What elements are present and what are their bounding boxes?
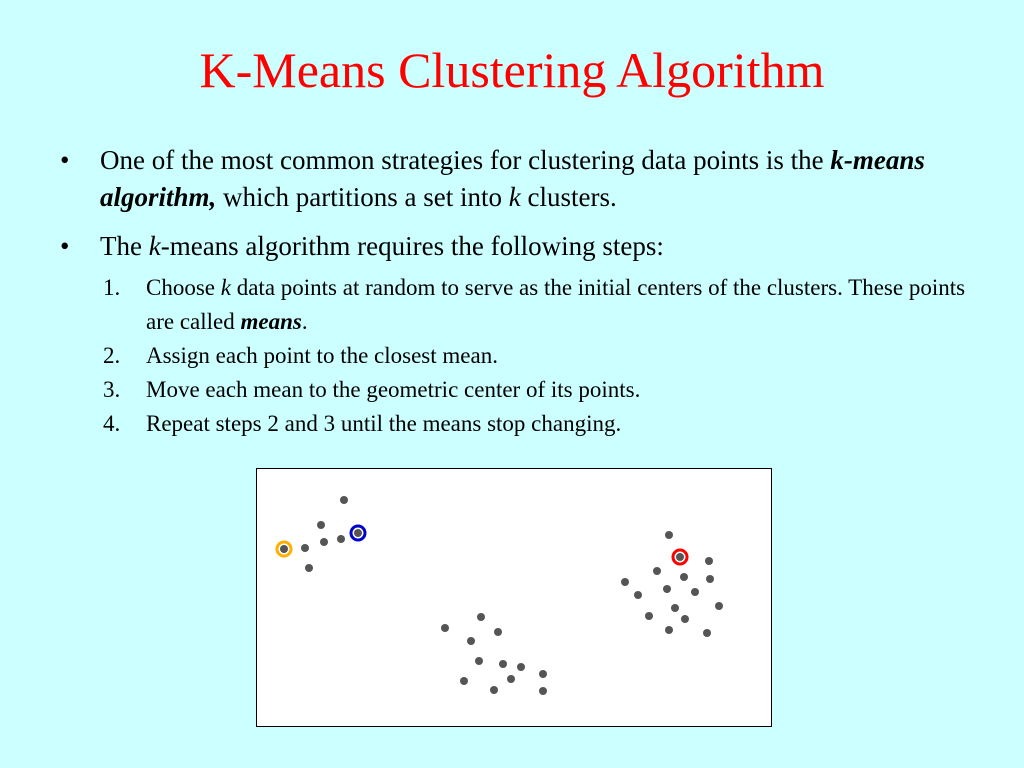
- slide-title: K-Means Clustering Algorithm: [199, 42, 825, 98]
- data-point: [653, 567, 661, 575]
- data-point: [691, 588, 699, 596]
- data-point: [340, 496, 348, 504]
- mean-point-2: [354, 529, 362, 537]
- data-point: [663, 585, 671, 593]
- data-point: [499, 660, 507, 668]
- step-text: Repeat steps 2 and 3 until the means stop changing.: [146, 411, 622, 436]
- data-point: [490, 686, 498, 694]
- data-point: [317, 521, 325, 529]
- step-item: [103, 339, 990, 373]
- step-number: 2.: [103, 343, 121, 368]
- cluster-figure: [256, 468, 772, 727]
- bullet-marker: •: [60, 145, 70, 175]
- data-point: [665, 531, 673, 539]
- data-point: [645, 612, 653, 620]
- data-point: [305, 564, 313, 572]
- data-point: [539, 670, 547, 678]
- step-item: [103, 271, 990, 339]
- bullet-marker: •: [60, 231, 70, 261]
- data-point: [621, 578, 629, 586]
- data-point: [507, 675, 515, 683]
- step-item: [103, 373, 990, 407]
- data-point: [475, 657, 483, 665]
- data-point: [665, 626, 673, 634]
- step-text: Move each mean to the geometric center of its points.: [146, 377, 641, 402]
- data-point: [494, 628, 502, 636]
- data-point: [539, 687, 547, 695]
- bullet-kmeans-intro: [60, 142, 990, 216]
- steps-list: [103, 271, 990, 441]
- data-point: [441, 624, 449, 632]
- bullet-kmeans-steps: [60, 228, 990, 265]
- step-number: 3.: [103, 377, 121, 402]
- data-point: [715, 602, 723, 610]
- data-point: [703, 629, 711, 637]
- data-point: [301, 544, 309, 552]
- bullet-text: One of the most common strategies for clustering data points is the k-means algorithm, which partitions a set into k clusters.: [100, 145, 925, 212]
- data-point: [680, 573, 688, 581]
- step-number: 4.: [103, 411, 121, 436]
- data-point: [705, 557, 713, 565]
- step-item: [103, 407, 990, 441]
- data-point: [320, 538, 328, 546]
- bullet-list: [60, 142, 990, 441]
- data-point: [517, 663, 525, 671]
- data-point: [467, 637, 475, 645]
- data-point: [634, 591, 642, 599]
- bullet-text: The k-means algorithm requires the following steps:: [100, 231, 664, 261]
- data-point: [671, 604, 679, 612]
- data-point: [477, 613, 485, 621]
- data-point: [706, 575, 714, 583]
- data-point: [681, 615, 689, 623]
- scatter-plot: [257, 469, 771, 726]
- mean-point-1: [280, 545, 288, 553]
- step-text: Choose k data points at random to serve as the initial centers of the clusters. These points are called means.: [146, 275, 966, 334]
- step-number: 1.: [103, 275, 121, 300]
- data-point: [460, 677, 468, 685]
- data-point: [337, 535, 345, 543]
- step-text: Assign each point to the closest mean.: [146, 343, 498, 368]
- mean-point-3: [676, 553, 684, 561]
